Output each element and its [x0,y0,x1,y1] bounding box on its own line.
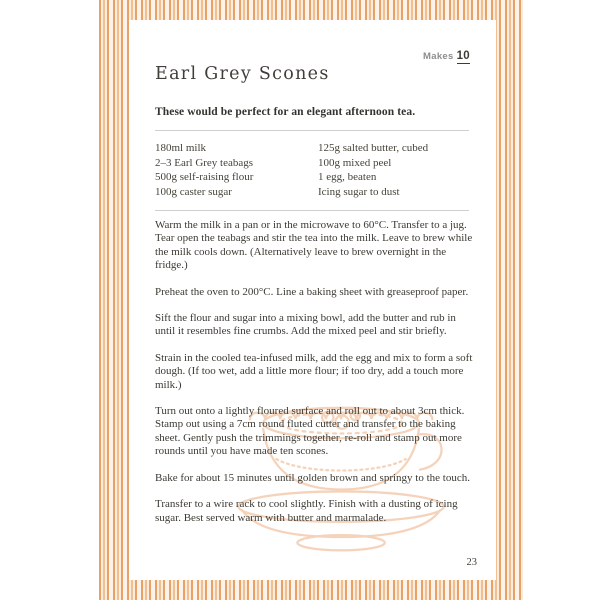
ingredient-item: 100g caster sugar [155,185,232,198]
step-paragraph: Sift the flour and sugar into a mixing bowl, add the butter and rub in until it resembles fine crumbs. Add the mixed peel and stir briefly. [155,312,456,338]
page-number: 23 [466,557,477,568]
makes-label: Makes [423,51,454,62]
recipe-page [129,20,496,580]
ingredients-column-right [318,141,428,199]
step-paragraph: Turn out onto a lightly floured surface and roll out to about 3cm thick. Stamp out using a 7cm round fluted cutter and transfer to the baking sheet. Gently push the trimmings together, re-roll and stamp out more rounds until you have made ten scones. [155,405,465,458]
ingredient-item: 125g salted butter, cubed [318,142,429,154]
step-paragraph: Warm the milk in a pan or in the microwave to 60°C. Transfer to a jug. Tear open the teabags and stir the tea into the milk. Leave to brew while the milk cools down. (Alternatively leave to brew overnight in the fridge.) [155,219,473,272]
ingredient-item: 100g mixed peel [318,156,392,169]
ingredient-item: 180ml milk [155,142,207,154]
page-title: Earl Grey Scones [155,64,330,84]
step-paragraph: Transfer to a wire rack to cool slightly. Finish with a dusting of icing sugar. Best served warm with butter and marmalade. [155,498,458,524]
makes-badge [423,50,470,62]
step-paragraph: Preheat the oven to 200°C. Line a baking sheet with greaseproof paper. [155,285,469,298]
divider-bottom [155,210,469,211]
method-steps [155,219,475,538]
makes-value: 10 [456,50,470,62]
ingredients-column-left [155,141,253,199]
intro-text: These would be perfect for an elegant afternoon tea. [155,106,416,118]
ingredient-item: 500g self-raising flour [155,171,254,184]
step-paragraph: Strain in the cooled tea-infused milk, add the egg and mix to form a soft dough. (If too wet, add a little more flour; if too dry, add a touch more milk.) [155,351,473,391]
ingredient-item: 2–3 Earl Grey teabags [155,156,254,169]
ingredient-item: 1 egg, beaten [318,171,377,184]
step-paragraph: Bake for about 15 minutes until golden brown and springy to the touch. [155,471,470,484]
ingredient-item: Icing sugar to dust [318,185,400,198]
divider-top [155,130,469,131]
